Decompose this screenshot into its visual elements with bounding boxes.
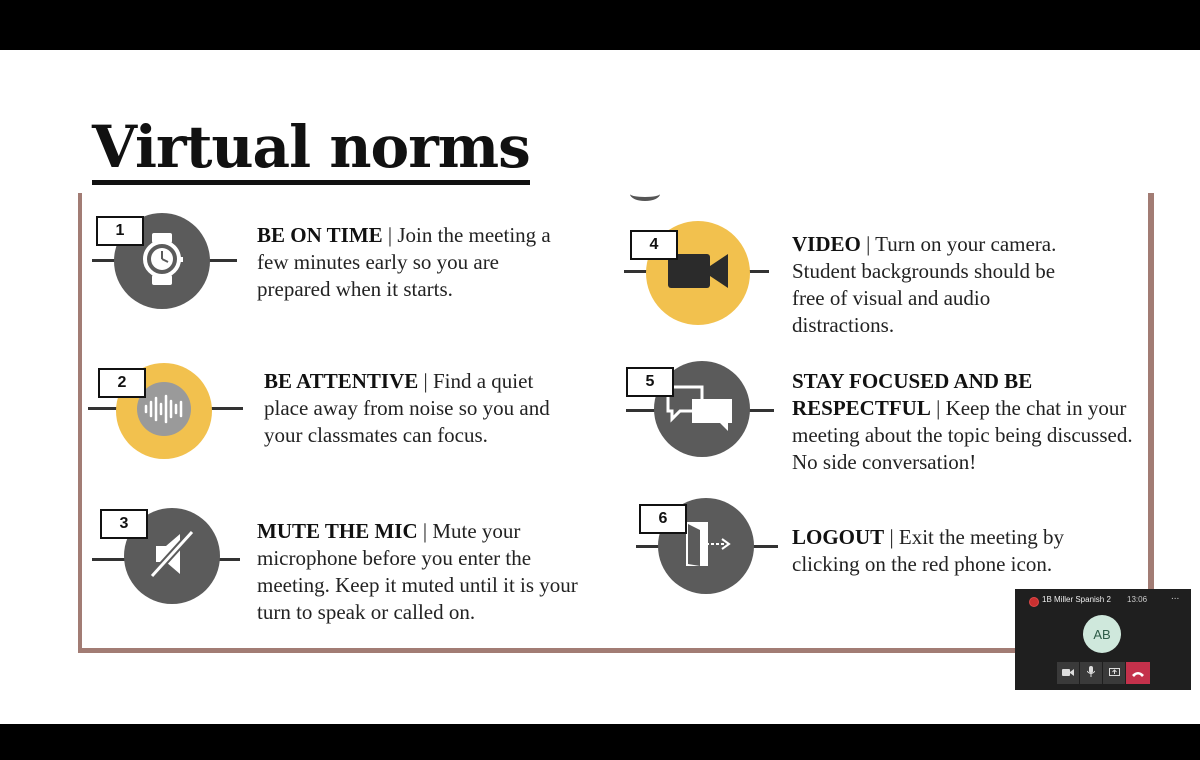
norm-5-text xyxy=(792,368,1137,476)
norm-2-heading: BE ATTENTIVE xyxy=(264,369,419,393)
chat-bubbles-icon xyxy=(662,377,742,442)
norm-3-number: 3 xyxy=(100,509,148,539)
recording-icon xyxy=(1029,597,1039,607)
microphone-button[interactable] xyxy=(1080,662,1102,684)
bottom-letterbox xyxy=(0,724,1200,760)
norm-3-body: | Mute your microphone before you enter the meeting. Keep it muted until it is your turn to speak or called on. xyxy=(257,519,578,624)
norm-2-text xyxy=(264,368,554,449)
slide-title: Virtual norms xyxy=(92,118,530,185)
meeting-time: 13:06 xyxy=(1127,595,1148,604)
norm-4-text xyxy=(792,231,1077,339)
norm-1-heading: BE ON TIME xyxy=(257,223,383,247)
hang-up-button[interactable] xyxy=(1126,662,1150,684)
avatar: AB xyxy=(1083,615,1121,653)
norm-5-body: | Keep the chat in your meeting about the topic being discussed. No side conversation! xyxy=(792,396,1133,474)
norm-3-heading: MUTE THE MIC xyxy=(257,519,418,543)
norm-1-text xyxy=(257,222,557,303)
camera-icon xyxy=(1062,664,1074,682)
norms-panel xyxy=(78,193,1154,653)
norm-5-number: 5 xyxy=(626,367,674,397)
norm-1-number: 1 xyxy=(96,216,144,246)
norm-4-heading: VIDEO xyxy=(792,232,861,256)
norm-6-number: 6 xyxy=(639,504,687,534)
norm-4-body: | Turn on your camera. Student backgrounds should be free of visual and audio distractions. xyxy=(792,232,1057,337)
camera-button[interactable] xyxy=(1057,662,1079,684)
norm-4-number: 4 xyxy=(630,230,678,260)
norm-6-body: | Exit the meeting by clicking on the red phone icon. xyxy=(792,525,1064,576)
top-letterbox xyxy=(0,0,1200,50)
norm-6-text xyxy=(792,524,1122,578)
norm-6-heading: LOGOUT xyxy=(792,525,885,549)
norm-2-body: | Find a quiet place away from noise so you and your classmates can focus. xyxy=(264,369,550,447)
microphone-icon xyxy=(1087,664,1095,682)
meeting-title: 1B Miller Spanish 2 xyxy=(1042,595,1111,604)
norm-2-number: 2 xyxy=(98,368,146,398)
panel-decoration xyxy=(630,187,660,201)
norm-5-heading: STAY FOCUSED AND BE RESPECTFUL xyxy=(792,369,1033,420)
share-screen-icon xyxy=(1109,664,1120,682)
meeting-mini-window[interactable] xyxy=(1015,589,1191,690)
hang-up-icon xyxy=(1132,664,1144,682)
meeting-controls xyxy=(1057,662,1151,684)
norm-3-text xyxy=(257,518,587,626)
mute-icon xyxy=(142,524,202,589)
share-screen-button[interactable] xyxy=(1103,662,1125,684)
norm-1-body: | Join the meeting a few minutes early so you are prepared when it starts. xyxy=(257,223,551,301)
more-options-button[interactable]: ... xyxy=(1171,591,1180,602)
